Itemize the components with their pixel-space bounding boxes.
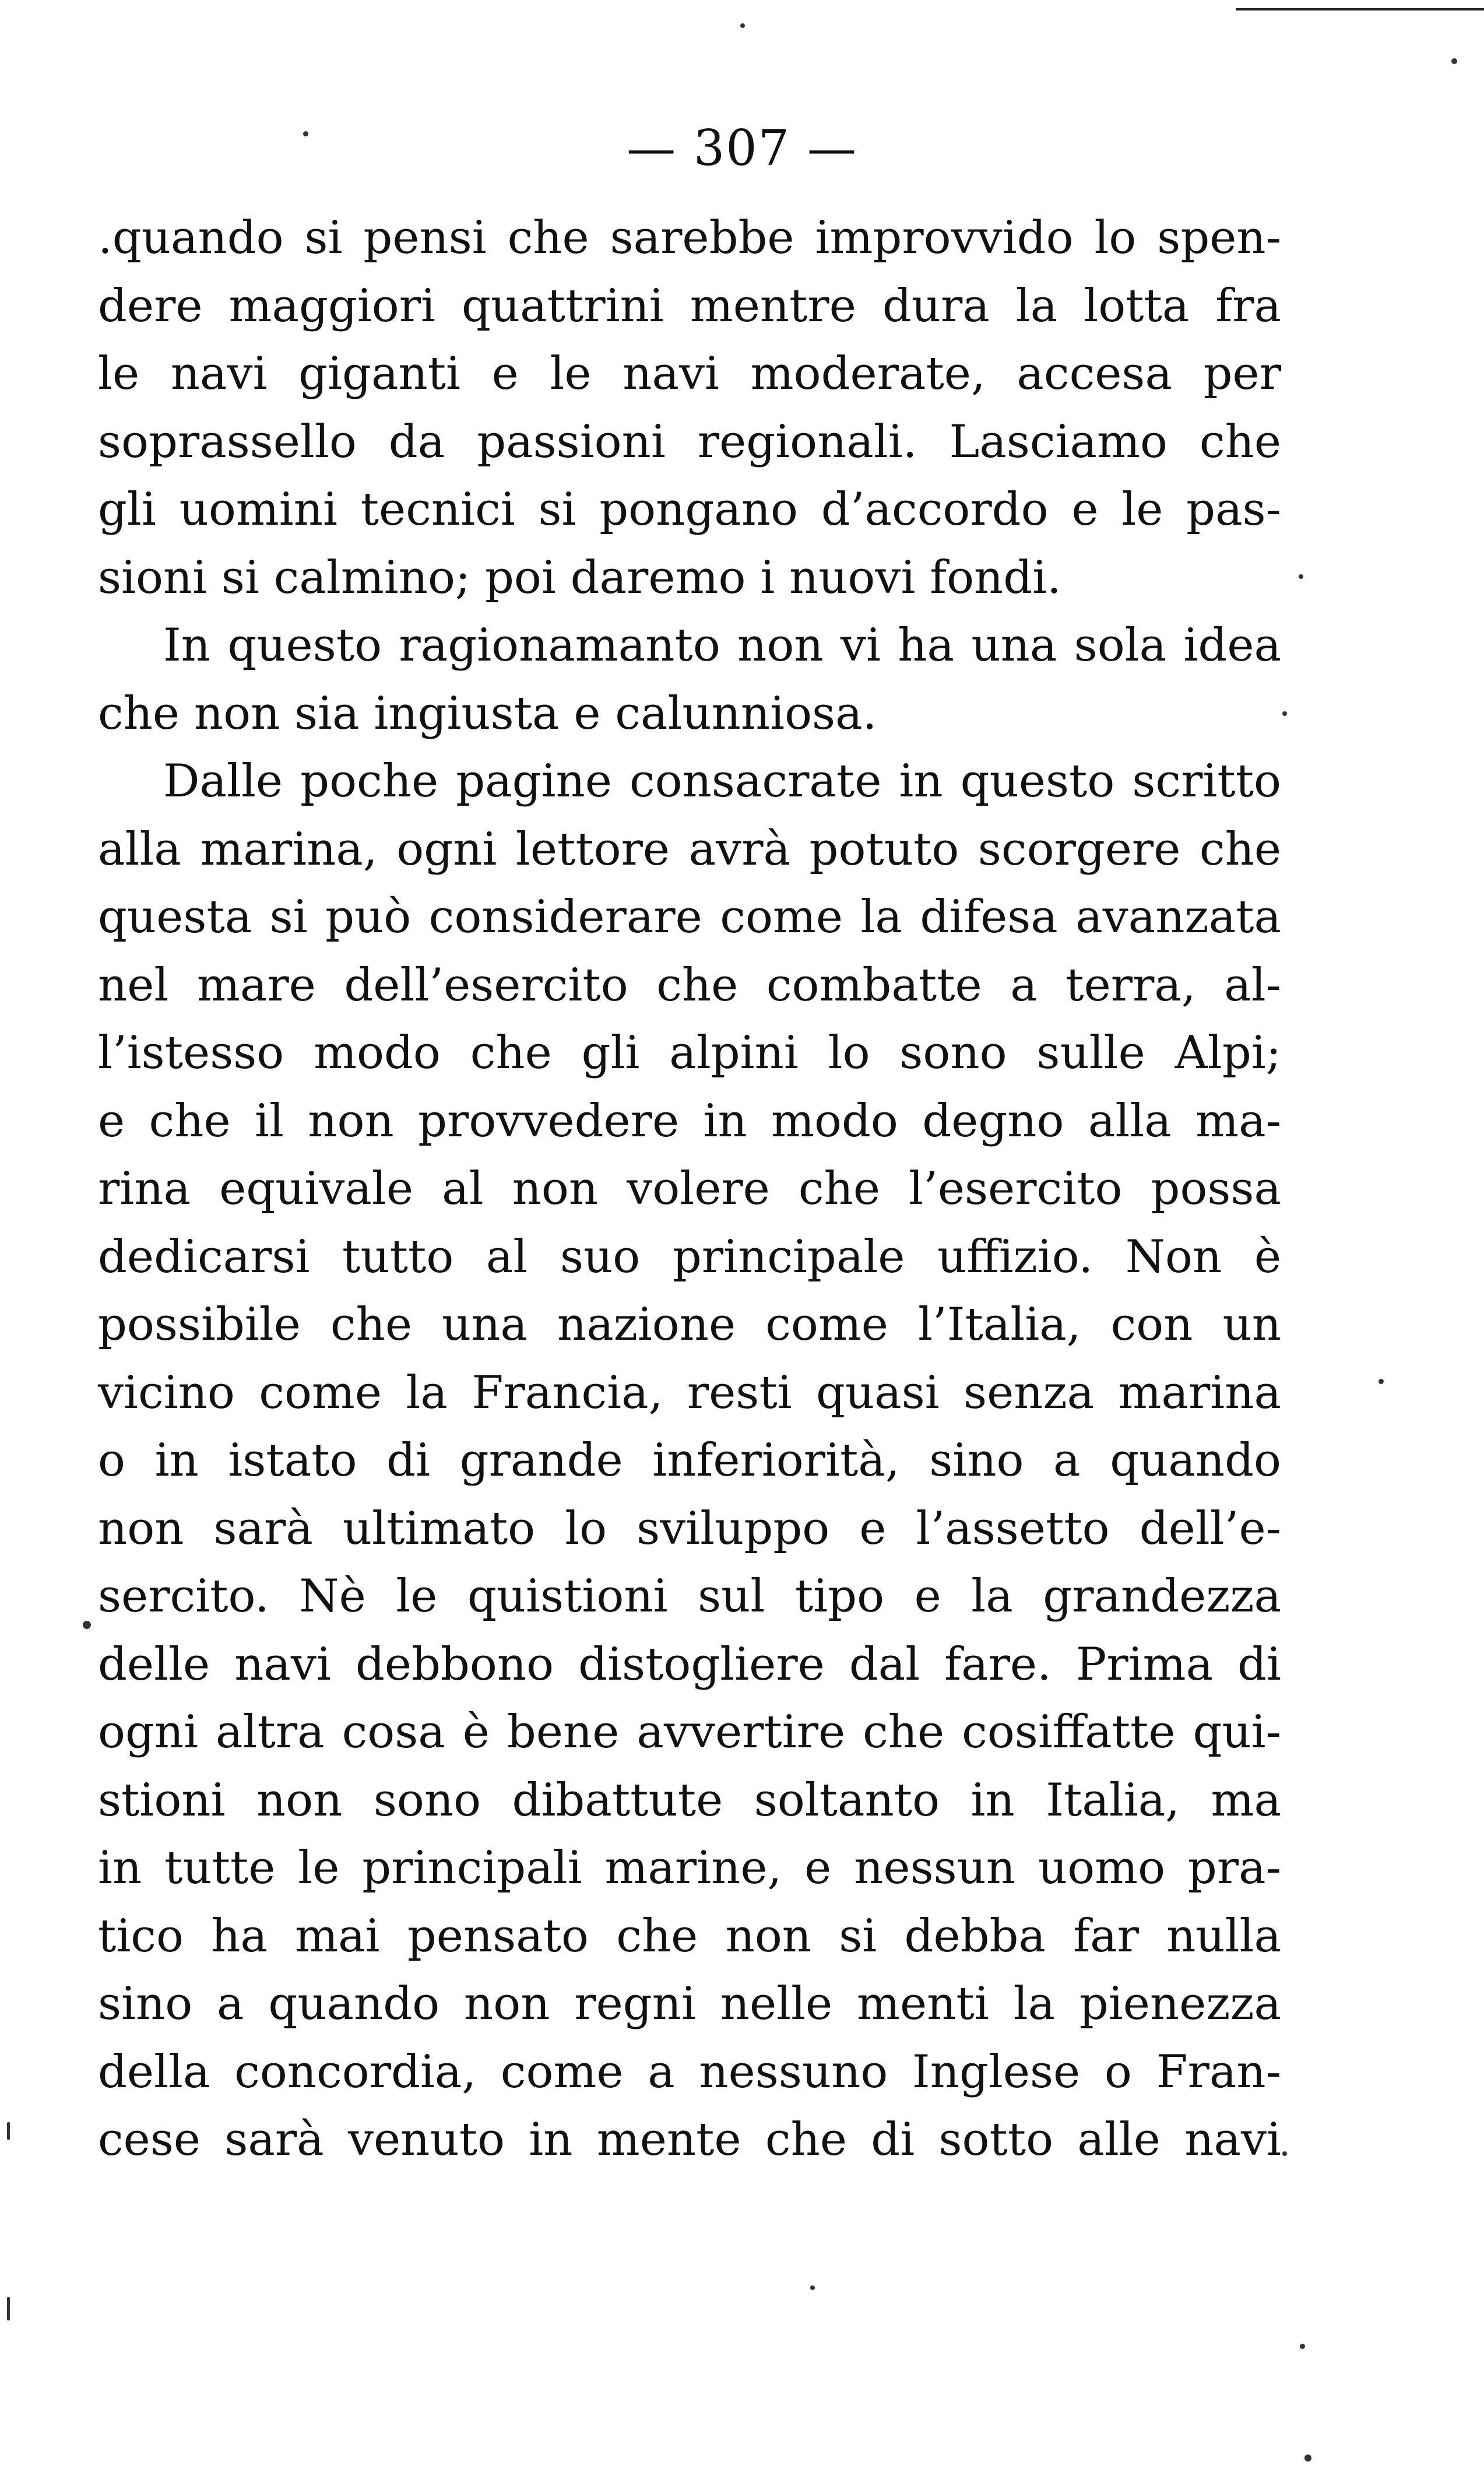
text-line: gli uomini tecnici si pongano d’accordo e le pas-	[98, 483, 1281, 536]
print-speck	[1378, 1379, 1384, 1384]
text-line: Dalle poche pagine consacrate in questo scritto	[163, 755, 1281, 807]
text-line: dedicarsi tutto al suo principale uffizio. Non è	[98, 1230, 1281, 1283]
text-line: che non sia ingiusta e calunniosa.	[98, 687, 877, 740]
text-line: stioni non sono dibattute soltanto in Italia, ma	[98, 1774, 1281, 1827]
text-line: e che il non provvedere in modo degno alla ma-	[98, 1094, 1281, 1147]
text-line: cese sarà venuto in mente che di sotto alle navi	[98, 2113, 1281, 2166]
text-line: delle navi debbono distogliere dal fare. Prima di	[98, 1638, 1281, 1691]
text-line: possibile che una nazione come l’Italia, con un	[98, 1298, 1281, 1351]
text-line: In questo ragionamanto non vi ha una sola idea	[163, 619, 1281, 672]
text-line: ogni altra cosa è bene avvertire che cosiffatte qui-	[98, 1706, 1281, 1758]
text-line: o in istato di grande inferiorità, sino a quando	[98, 1434, 1281, 1487]
print-speck	[7, 2122, 10, 2140]
print-speck	[1304, 2455, 1311, 2462]
text-line: in tutte le principali marine, e nessun uomo pra-	[98, 1842, 1281, 1894]
print-speck	[7, 2297, 10, 2320]
print-speck	[83, 1621, 91, 1629]
print-speck	[1282, 711, 1287, 716]
print-speck	[1299, 574, 1303, 579]
text-line: non sarà ultimato lo sviluppo e l’assetto dell’e-	[98, 1502, 1281, 1555]
text-line: della concordia, come a nessuno Inglese o Fran-	[98, 2045, 1281, 2098]
text-line: l’istesso modo che gli alpini lo sono sulle Alpi;	[98, 1027, 1281, 1079]
text-line: sercito. Nè le quistioni sul tipo e la grandezza	[98, 1570, 1281, 1623]
text-line: dere maggiori quattrini mentre dura la lotta fra	[98, 279, 1281, 332]
text-line: alla marina, ogni lettore avrà potuto scorgere che	[98, 823, 1281, 876]
text-line: tico ha mai pensato che non si debba far nulla	[98, 1909, 1281, 1962]
print-speck	[1282, 2151, 1287, 2156]
top-edge-rule	[1236, 8, 1484, 10]
page-number: — 307 —	[627, 120, 857, 177]
print-speck	[1300, 2344, 1305, 2349]
text-line: sino a quando non regni nelle menti la pienezza	[98, 1978, 1281, 2030]
text-line: .quando si pensi che sarebbe improvvido lo spen-	[98, 212, 1281, 264]
text-line: nel mare dell’esercito che combatte a terra, al-	[98, 958, 1281, 1012]
print-speck	[1451, 58, 1457, 64]
print-speck	[740, 23, 745, 28]
print-speck	[303, 131, 308, 136]
text-line: rina equivale al non volere che l’esercito possa	[98, 1163, 1281, 1215]
text-line: vicino come la Francia, resti quasi senza marina	[98, 1366, 1281, 1419]
print-speck	[810, 2285, 815, 2290]
text-line: sioni si calmino; poi daremo i nuovi fondi.	[98, 551, 1061, 604]
text-line: soprassello da passioni regionali. Lasciamo che	[98, 415, 1281, 468]
text-line: questa si può considerare come la difesa avanzata	[98, 891, 1281, 943]
text-line: le navi giganti e le navi moderate, accesa per	[98, 347, 1281, 400]
body-text	[98, 204, 1281, 2174]
